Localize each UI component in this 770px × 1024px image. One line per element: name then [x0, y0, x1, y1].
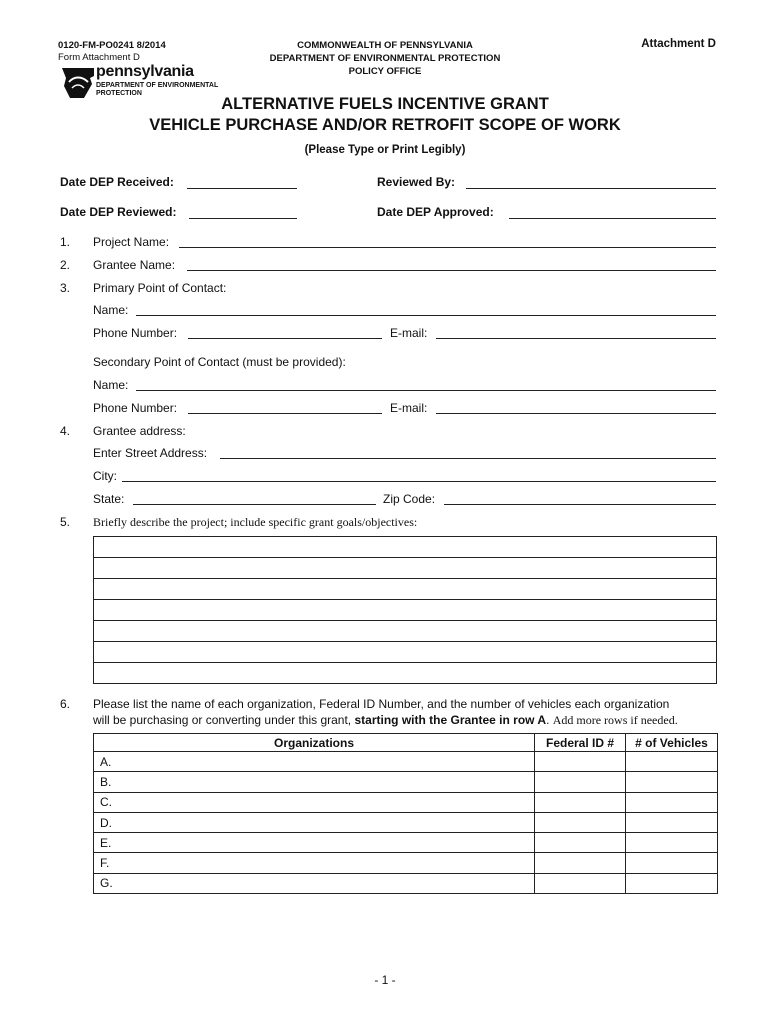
vehicles-cell[interactable]: [626, 873, 718, 893]
list-line2-b: starting with the Grantee in row A: [354, 713, 547, 727]
primary-name-label: Name:: [93, 303, 129, 317]
table-row: [94, 812, 718, 832]
list-line2-c: .: [546, 713, 553, 727]
federal-id-cell[interactable]: [535, 873, 626, 893]
org-cell[interactable]: E.: [94, 833, 535, 853]
description-row[interactable]: [94, 642, 717, 663]
org-cell[interactable]: B.: [94, 772, 535, 792]
federal-id-cell[interactable]: [535, 752, 626, 772]
date-received-field[interactable]: [187, 188, 297, 189]
org-cell[interactable]: D.: [94, 812, 535, 832]
grantee-name-field[interactable]: [187, 270, 716, 271]
vehicles-cell[interactable]: [626, 853, 718, 873]
table-row: [94, 833, 718, 853]
date-reviewed-field[interactable]: [189, 218, 297, 219]
item-number-6: 6.: [60, 697, 71, 711]
primary-phone-label: Phone Number:: [93, 326, 178, 340]
zip-label: Zip Code:: [383, 492, 436, 506]
date-approved-field[interactable]: [509, 218, 716, 219]
city-label: City:: [93, 469, 117, 483]
description-row[interactable]: [94, 663, 717, 684]
vehicles-cell[interactable]: [626, 752, 718, 772]
table-row: [94, 752, 718, 772]
description-row[interactable]: [94, 579, 717, 600]
item-number-1: 1.: [60, 235, 71, 249]
secondary-contact-label: Secondary Point of Contact (must be provided):: [93, 355, 346, 369]
form-number: 0120-FM-PO0241 8/2014: [58, 40, 166, 51]
federal-id-cell[interactable]: [535, 812, 626, 832]
primary-email-label: E-mail:: [390, 326, 428, 340]
project-name-label: Project Name:: [93, 235, 170, 249]
description-row[interactable]: [94, 537, 717, 558]
state-field[interactable]: [133, 504, 376, 505]
secondary-email-label: E-mail:: [390, 401, 428, 415]
vehicles-cell[interactable]: [626, 812, 718, 832]
table-row: [94, 853, 718, 873]
primary-name-field[interactable]: [136, 315, 716, 316]
attachment-label: Attachment D: [641, 38, 716, 50]
table-row: [94, 873, 718, 893]
street-field[interactable]: [220, 458, 716, 459]
agency-line1: COMMONWEALTH OF PENNSYLVANIA: [297, 40, 473, 51]
form-attachment: Form Attachment D: [58, 52, 140, 63]
federal-id-cell[interactable]: [535, 833, 626, 853]
vehicles-cell[interactable]: [626, 833, 718, 853]
title-line2: VEHICLE PURCHASE AND/OR RETROFIT SCOPE OF WORK: [149, 116, 621, 134]
org-cell[interactable]: F.: [94, 853, 535, 873]
org-col-header: Organizations: [94, 734, 535, 752]
instruction: (Please Type or Print Legibly): [304, 144, 466, 156]
list-line2-d: Add more rows if needed.: [552, 713, 678, 727]
reviewed-by-field[interactable]: [466, 188, 716, 189]
vehicles-col-header: # of Vehicles: [626, 734, 718, 752]
project-name-field[interactable]: [179, 247, 716, 248]
primary-email-field[interactable]: [436, 338, 716, 339]
organizations-table: [93, 733, 718, 894]
list-instruction-line2: [93, 713, 678, 728]
zip-field[interactable]: [444, 504, 716, 505]
secondary-phone-label: Phone Number:: [93, 401, 178, 415]
date-reviewed-label: Date DEP Reviewed:: [60, 205, 177, 219]
table-row: [94, 772, 718, 792]
secondary-email-field[interactable]: [436, 413, 716, 414]
project-description-table: [93, 536, 717, 684]
primary-contact-label: Primary Point of Contact:: [93, 281, 227, 295]
description-row[interactable]: [94, 600, 717, 621]
vehicles-cell[interactable]: [626, 772, 718, 792]
vehicles-cell[interactable]: [626, 792, 718, 812]
federal-id-cell[interactable]: [535, 772, 626, 792]
grantee-address-label: Grantee address:: [93, 424, 186, 438]
item-number-4: 4.: [60, 424, 71, 438]
title-line1: ALTERNATIVE FUELS INCENTIVE GRANT: [221, 95, 549, 113]
logo-dept-line1: DEPARTMENT OF ENVIRONMENTAL: [96, 82, 219, 89]
date-received-label: Date DEP Received:: [60, 175, 174, 189]
grantee-name-label: Grantee Name:: [93, 258, 176, 272]
agency-line3: POLICY OFFICE: [348, 66, 422, 77]
org-cell[interactable]: C.: [94, 792, 535, 812]
table-row: [94, 792, 718, 812]
item-number-2: 2.: [60, 258, 71, 272]
federal-id-cell[interactable]: [535, 853, 626, 873]
list-instruction-line1: Please list the name of each organization, Federal ID Number, and the number of vehicles each organization: [93, 697, 670, 711]
federal-id-cell[interactable]: [535, 792, 626, 812]
federal-id-col-header: Federal ID #: [535, 734, 626, 752]
secondary-name-field[interactable]: [136, 390, 716, 391]
city-field[interactable]: [122, 481, 716, 482]
item-number-5: 5.: [60, 515, 71, 529]
reviewed-by-label: Reviewed By:: [377, 175, 456, 189]
org-cell[interactable]: G.: [94, 873, 535, 893]
primary-phone-field[interactable]: [188, 338, 382, 339]
logo-dept-line2: PROTECTION: [96, 90, 142, 97]
agency-line2: DEPARTMENT OF ENVIRONMENTAL PROTECTION: [269, 53, 501, 64]
state-label: State:: [93, 492, 125, 506]
org-cell[interactable]: A.: [94, 752, 535, 772]
org-header-row: [94, 734, 718, 752]
logo-wordmark: pennsylvania: [96, 63, 194, 80]
describe-label: Briefly describe the project; include specific grant goals/objectives:: [93, 515, 418, 529]
list-line2-a: will be purchasing or converting under this grant,: [93, 713, 355, 727]
date-approved-label: Date DEP Approved:: [377, 205, 494, 219]
street-label: Enter Street Address:: [93, 446, 208, 460]
secondary-phone-field[interactable]: [188, 413, 382, 414]
item-number-3: 3.: [60, 281, 71, 295]
description-row[interactable]: [94, 621, 717, 642]
page-number: - 1 -: [374, 973, 396, 987]
secondary-name-label: Name:: [93, 378, 129, 392]
description-row[interactable]: [94, 558, 717, 579]
